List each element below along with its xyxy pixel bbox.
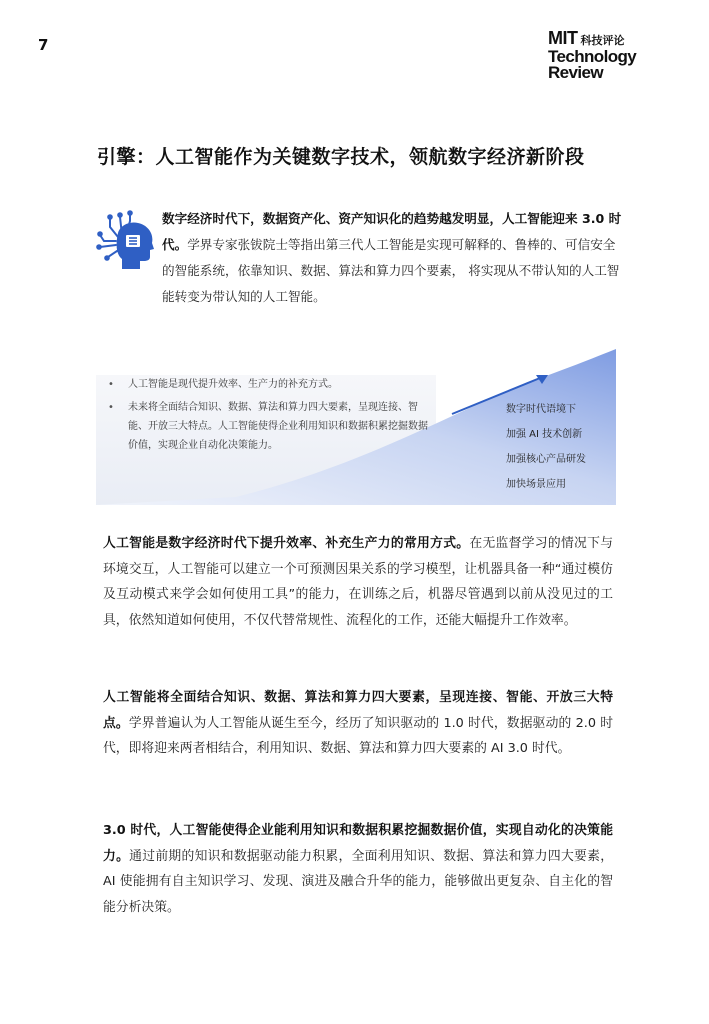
intro-lead: 数字经济时代下，数据资产化、资产知识化的趋势越发明显，人工智能迎来 3.0 时代。 xyxy=(162,211,622,252)
body-paragraph xyxy=(103,685,613,762)
logo-cn: 科技评论 xyxy=(580,35,625,47)
paragraph-body: 学界普遍认为人工智能从诞生至今，经历了知识驱动的 1.0 时代，数据驱动的 2.0 时代，即将迎来两者相结合，利用知识、数据、算法和算力四大要素的 AI 3.0 时代。 xyxy=(103,715,614,756)
figure-tag: 加强核心产品研发 xyxy=(506,454,586,465)
paragraph-lead: 人工智能将全面结合知识、数据、算法和算力四大要素，呈现连接、智能、开放三大特点。 xyxy=(103,690,613,731)
intro-paragraph xyxy=(162,206,622,310)
figure-tag: 加快场景应用 xyxy=(506,479,566,490)
figure-tag: 数字时代语境下 xyxy=(506,404,576,415)
section-heading: 引擎：人工智能作为关键数字技术，领航数字经济新阶段 xyxy=(97,146,585,168)
body-paragraph xyxy=(103,531,613,633)
mit-technology-review-logo xyxy=(548,30,648,81)
paragraph-body: 在无监督学习的情况下与环境交互，人工智能可以建立一个可预测因果关系的学习模型，让机器具备一种“通过模仿及互动模式来学会如何使用工具”的能力，在训练之后，机器尽管遇到以前从没见过的工具，依然知道如何使用，不仅代替常规性、流程化的工作，还能大幅提升工作效率。 xyxy=(103,536,614,628)
bullet-item: • 未来将全面结合知识、数据、算法和算力四大要素，呈现连接、智能、开放三大特点。人工智能使得企业利用知识和数据积累挖掘数据价值，实现企业自动化决策能力。 xyxy=(104,398,434,455)
body-paragraph xyxy=(103,818,613,920)
ai-brain-head-icon xyxy=(96,207,158,271)
page-number: 7 xyxy=(38,36,49,54)
paragraph-body: 通过前期的知识和数据驱动能力积累，全面利用知识、数据、算法和算力四大要素， AI 使能拥有自主知识学习、发现、演进及融合升华的能力，能够做出更复杂、自主化的智能分析决策。 xyxy=(103,848,614,915)
intro-body: 学界专家张钹院士等指出第三代人工智能是实现可解释的、鲁棒的、可信安全的智能系统，依靠知识、数据、算法和算力四个要素， 将实现从不带认知的人工智能转变为带认知的人工智能。 xyxy=(162,237,620,304)
logo-review: Review xyxy=(548,63,603,82)
paragraph-lead: 3.0 时代，人工智能使得企业能利用知识和数据积累挖掘数据价值，实现自动化的决策能力。 xyxy=(103,823,613,864)
logo-technology: Technology xyxy=(548,47,637,66)
bullet-item: • 人工智能是现代提升效率、生产力的补充方式。 xyxy=(104,375,434,394)
figure-bullet-list xyxy=(104,375,434,459)
figure-tag: 加强 AI 技术创新 xyxy=(506,429,583,440)
paragraph-lead: 人工智能是数字经济时代下提升效率、补充生产力的常用方式。 xyxy=(103,536,470,551)
logo-mit: MIT xyxy=(548,28,578,48)
growth-figure xyxy=(96,347,616,505)
figure-tag-list xyxy=(506,397,606,497)
